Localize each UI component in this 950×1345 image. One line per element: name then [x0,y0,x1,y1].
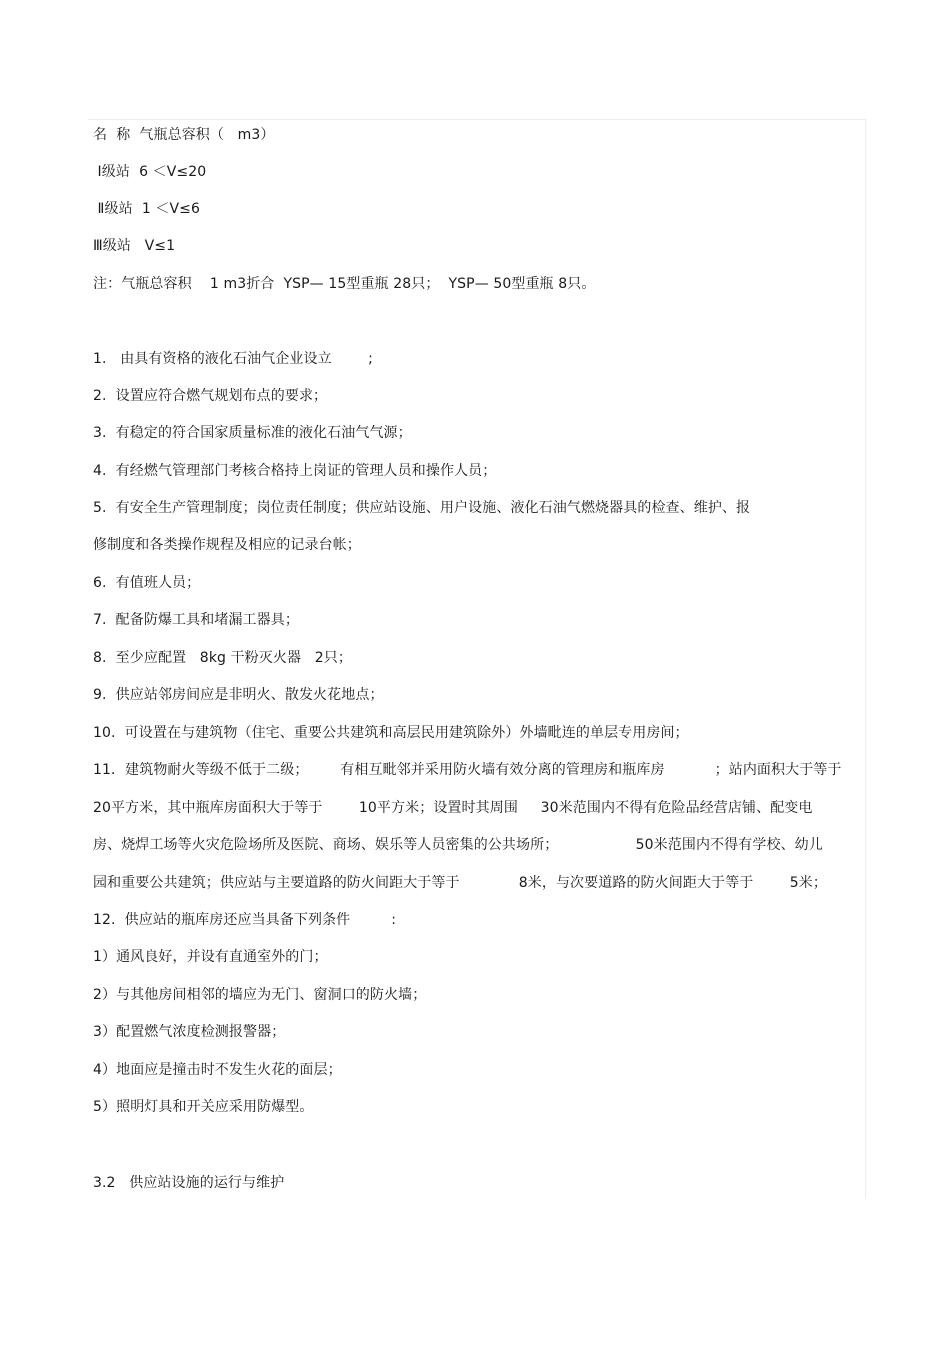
warehouse-item-3: 3）配置燃气浓度检测报警器； [93,1024,286,1040]
table-note: 注：气瓶总容积 1 m3折合 YSP— 15型重瓶 28只； YSP— 50型重瓶 8只。 [93,276,596,292]
page-frame-right-line [865,119,866,1199]
condition-item-5-continued: 修制度和各类操作规程及相应的记录台帐； [93,537,361,553]
table-row-level-2: Ⅱ级站 1 ＜V≤6 [93,201,201,217]
table-row-level-1: Ⅰ级站 6 ＜V≤20 [93,164,207,180]
condition-item-11-continued-2: 房、烧焊工场等火灾危险场所及医院、商场、娱乐等人员密集的公共场所； 50米范围内不得有学校、幼儿 [93,837,823,853]
condition-item-5: 5. 有安全生产管理制度；岗位责任制度；供应站设施、用户设施、液化石油气燃烧器具的检查、维护、报 [93,500,751,516]
condition-item-9: 9. 供应站邻房间应是非明火、散发火花地点； [93,687,384,703]
table-row-level-3: Ⅲ级站 V≤1 [93,238,176,254]
table-header: 名 称 气瓶总容积（ m3） [93,127,275,143]
condition-item-1: 1. 由具有资格的液化石油气企业设立 ; [93,351,373,367]
condition-item-8: 8. 至少应配置 8kg 干粉灭火器 2只； [93,650,352,666]
condition-item-11-continued-1: 20平方米，其中瓶库房面积大于等于 10平方米；设置时其周围 30米范围内不得有危险品经营店铺、配变电 [93,800,813,816]
condition-item-4: 4. 有经燃气管理部门考核合格持上岗证的管理人员和操作人员； [93,463,497,479]
warehouse-item-1: 1）通风良好，并设有直通室外的门； [93,949,328,965]
condition-item-3: 3. 有稳定的符合国家质量标准的液化石油气气源； [93,425,412,441]
warehouse-item-2: 2）与其他房间相邻的墙应为无门、窗洞口的防火墙； [93,987,427,1003]
warehouse-item-4: 4）地面应是撞击时不发生火花的面层； [93,1062,342,1078]
condition-item-2: 2. 设置应符合燃气规划布点的要求； [93,388,328,404]
page-frame-top-line [88,119,866,120]
condition-item-6: 6. 有值班人员； [93,575,201,591]
condition-item-12: 12. 供应站的瓶库房还应当具备下列条件 : [93,912,397,928]
condition-item-11: 11．建筑物耐火等级不低于二级； 有相互毗邻并采用防火墙有效分离的管理房和瓶库房 ；站内面积大于等于 [93,762,842,778]
condition-item-7: 7. 配备防爆工具和堵漏工器具； [93,612,299,628]
section-heading: 3.2 供应站设施的运行与维护 [93,1175,285,1191]
condition-item-10: 10. 可设置在与建筑物（住宅、重要公共建筑和高层民用建筑除外）外墙毗连的单层专用房间； [93,725,689,741]
warehouse-item-5: 5）照明灯具和开关应采用防爆型。 [93,1099,314,1115]
condition-item-11-continued-3: 园和重要公共建筑；供应站与主要道路的防火间距大于等于 8米，与次要道路的防火间距大于等于 5米； [93,875,827,891]
